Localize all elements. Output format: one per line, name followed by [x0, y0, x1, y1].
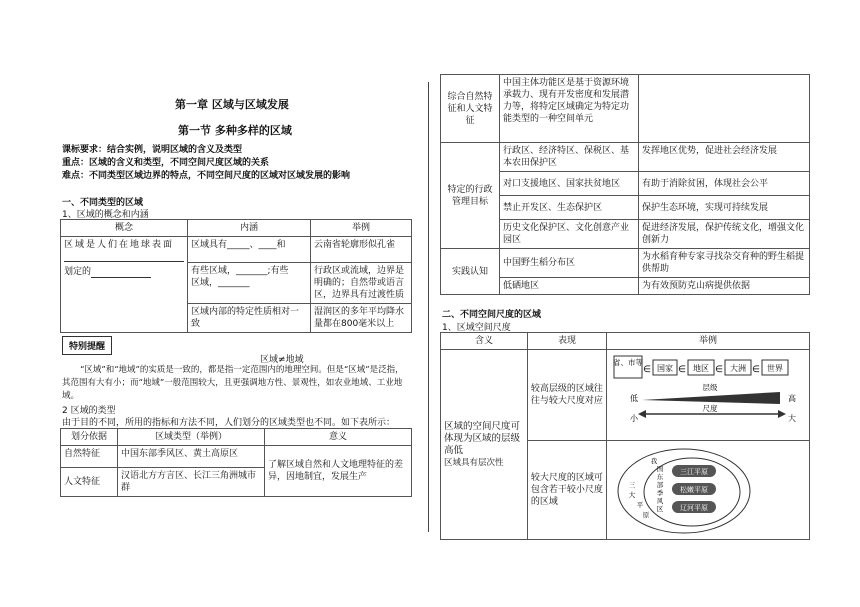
curriculum-requirement: 课标要求：结合实例，说明区域的含义及类型: [62, 145, 243, 155]
svg-text:平: 平: [636, 501, 644, 509]
svg-text:季: 季: [656, 489, 664, 497]
svg-text:部: 部: [656, 481, 664, 489]
level-province: 省、市等: [613, 358, 643, 367]
col-scale-meaning: 含义: [441, 333, 528, 350]
svg-text:风: 风: [656, 497, 664, 505]
admin-basis: 特定的行政管理目标: [441, 143, 500, 249]
plain-2-label: 松嫩平原: [680, 486, 708, 494]
scale-table: [440, 332, 810, 540]
admin-type-1: 行政区、经济特区、保税区、基本农田保护区: [500, 143, 639, 172]
heading-scale: 二、不同空间尺度的区域: [442, 310, 542, 320]
admin-meaning-1: 发挥地区优势，促进社会经济发展: [639, 143, 810, 172]
heading-region-types: 2 区域的类型: [62, 406, 116, 416]
practice-basis: 实践认知: [441, 249, 500, 295]
admin-meaning-2: 有助于消除贫困，体现社会公平: [639, 172, 810, 196]
r1-meaning: 区域具有_____、____和: [188, 237, 311, 263]
heading-scale-sub: 1、区域空间尺度: [442, 323, 511, 333]
level-wedge: [642, 392, 780, 404]
concept-blank-2: [91, 268, 151, 278]
label-scale: 尺度: [702, 404, 718, 413]
sep-2: ∈: [678, 365, 686, 375]
plain-1-label: 三江平原: [680, 468, 708, 476]
heading-types: 一、不同类型的区域: [62, 198, 144, 208]
comprehensive-type: 中国主体功能区是基于资源环境承载力、现有开发密度和发展潜力等，将特定区域确定为特定功能类型的一种空间单元: [500, 75, 639, 143]
admin-type-2: 对口支援地区、国家扶贫地区: [500, 172, 639, 196]
svg-text:东: 东: [656, 473, 664, 481]
row-natural-basis: 自然特征: [61, 446, 118, 468]
col-meaning: 内涵: [188, 220, 311, 237]
practice-type-2: 低硒地区: [500, 278, 639, 295]
col-significance: 意义: [265, 429, 412, 446]
label-level: 层级: [702, 383, 718, 392]
label-big: 大: [788, 414, 796, 423]
admin-type-4: 历史文化保护区、文化创意产业园区: [500, 220, 639, 249]
svg-text:我: 我: [650, 457, 658, 465]
sep-4: ∈: [752, 365, 760, 375]
col-example: 举例: [311, 220, 412, 237]
types-table: [60, 428, 412, 497]
heading-concept: 1、区域的概念和内涵: [62, 210, 149, 220]
scale-perf-2: 较大尺度的区域可包含若干较小尺度的区域: [527, 441, 606, 540]
sep-1: ∈: [643, 365, 651, 375]
r3-example: 湿润区的多年平均降水量都在800毫米以上: [311, 304, 412, 333]
svg-text:大: 大: [628, 491, 636, 499]
practice-type-1: 中国野生稻分布区: [500, 249, 639, 278]
level-world: 世界: [767, 364, 783, 373]
r2-example: 行政区或流域，边界是明确的；自然带或语言区，边界具有过渡性质: [311, 263, 412, 304]
scale-meaning: 区域的空间尺度可体现为区域的层级高低: [444, 420, 521, 456]
arrow-right-icon: [778, 410, 786, 418]
levels-diagram: [610, 352, 806, 438]
svg-text:国: 国: [656, 465, 664, 473]
r3-meaning: 区域内部的特定性质相对一致: [188, 304, 311, 333]
diagram-levels-cell: [607, 350, 810, 441]
practice-meaning-1: 为水稻育种专家寻找杂交育种的野生稻提供帮助: [639, 249, 810, 278]
scale-perf-1: 较高层级的区域往往与较大尺度对应: [527, 350, 606, 441]
svg-text:原: 原: [642, 511, 650, 519]
col-type: 区域类型（举例）: [118, 429, 265, 446]
types-significance: 了解区域自然和人文地理特征的差异，因地制宜，发展生产: [265, 446, 412, 497]
r2-meaning-a: 有些区域，_______;有些: [191, 266, 289, 276]
comprehensive-basis: 综合自然特征和人文特征: [441, 75, 500, 143]
sep-3: ∈: [715, 365, 723, 375]
tip-label: 特别提醒: [62, 336, 112, 355]
admin-meaning-3: 保护生态环境，实现可持续发展: [639, 196, 810, 220]
r2-meaning-b: 区域，_______: [191, 278, 250, 288]
tip-body: “区域”和“地域”的实质是一致的，都是指一定范围内的地理空间。但是“区域”是泛指，其范围有大有小；而“地域”一般范围较大，且更强调地方性、景观性，如农业地域、工业地域。: [62, 365, 404, 401]
concept-line-b: 划定的: [64, 267, 92, 277]
types-table-continued: [440, 74, 810, 295]
svg-text:区: 区: [656, 505, 664, 513]
level-area: 地区: [693, 364, 709, 373]
label-high: 高: [788, 394, 796, 403]
label-low: 低: [630, 394, 638, 403]
chapter-title: 第一章 区域与区域发展: [175, 98, 289, 111]
r1-example: 云南省轮廓形似孔雀: [311, 237, 412, 263]
concept-line-a: 区域是人们在地球表面: [64, 240, 175, 250]
tip-title: 区域≠地域: [260, 355, 304, 365]
key-point: 重点：区域的含义和类型，不同空间尺度区域的关系: [62, 158, 270, 168]
level-continent: 大洲: [730, 364, 746, 373]
arrow-left-icon: [638, 410, 646, 418]
row-human-type: 汉语北方方言区、长江三角洲城市群: [118, 468, 265, 497]
scale-meaning-note: 区域具有层次性: [444, 457, 504, 468]
row-natural-type: 中国东部季风区、黄土高原区: [118, 446, 265, 468]
admin-type-3: 禁止开发区、生态保护区: [500, 196, 639, 220]
svg-text:三: 三: [628, 481, 636, 489]
difficulty: 难点：不同类型区域边界的特点，不同空间尺度的区域对区域发展的影响: [62, 171, 351, 181]
col-scale-example: 举例: [607, 333, 810, 350]
page-divider: [428, 82, 429, 532]
plain-3-label: 辽河平原: [680, 504, 708, 512]
col-concept: 概念: [61, 220, 188, 237]
level-country: 国家: [657, 364, 673, 373]
nesting-diagram: [610, 443, 806, 537]
practice-meaning-2: 为有效预防克山病提供依据: [639, 278, 810, 295]
col-basis: 划分依据: [61, 429, 118, 446]
comprehensive-meaning: [639, 75, 810, 143]
concept-blank: [64, 251, 184, 262]
diagram-nesting-cell: [607, 441, 810, 540]
col-scale-perf: 表现: [527, 333, 606, 350]
section-title: 第一节 多种多样的区域: [178, 124, 292, 137]
row-human-basis: 人文特征: [61, 468, 118, 497]
label-small: 小: [630, 414, 638, 423]
admin-meaning-4: 促进经济发展，保护传统文化，增强文化创新力: [639, 220, 810, 249]
region-types-desc: 由于目的不同，所用的指标和方法不同，人们划分的区域类型也不同。如下表所示：: [62, 418, 396, 428]
concept-table: [60, 219, 412, 333]
